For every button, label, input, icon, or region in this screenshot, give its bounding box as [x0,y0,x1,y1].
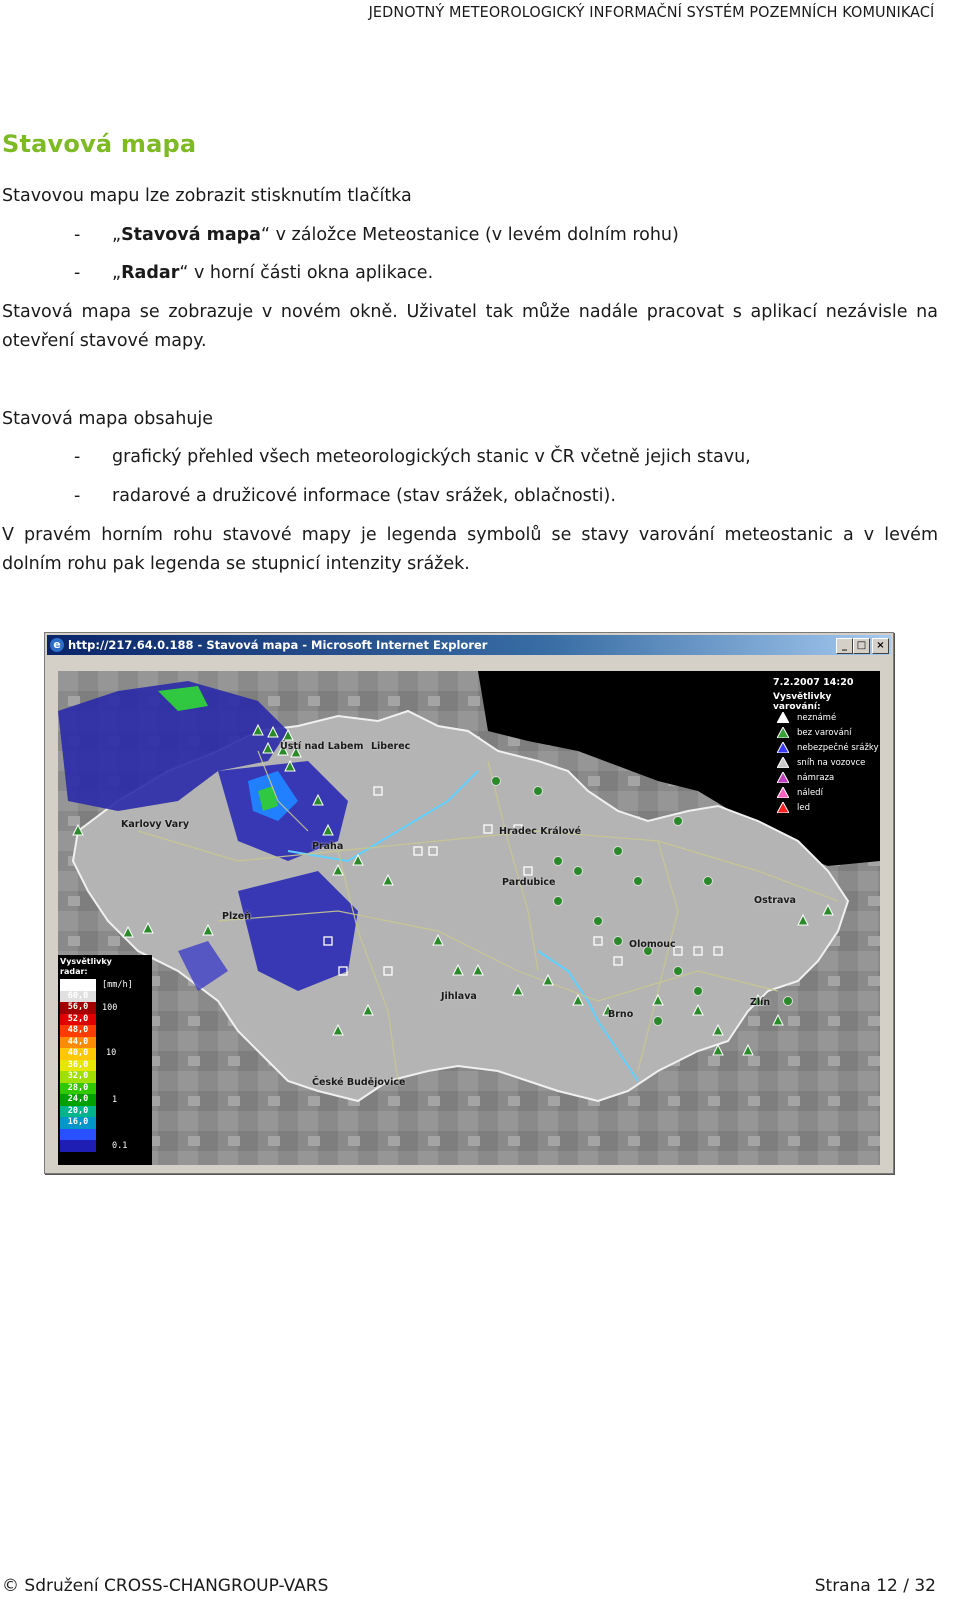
window-titlebar [47,635,891,655]
mm-value: 1 [112,1095,118,1105]
scale-cell: 20,0 [60,1106,96,1118]
screenshot-window [44,632,894,1174]
scale-cell: 60,0 [60,991,96,1003]
city-label: České Budějovice [312,1077,406,1088]
mm-value: 0.1 [112,1141,128,1151]
legend-title: Vysvětlivky varování: [773,692,832,712]
station-marker [704,877,713,886]
close-button[interactable]: × [872,638,889,654]
maximize-button[interactable]: □ [853,638,870,654]
paragraph-window: Stavová mapa se zobrazuje v novém okně. Uživatel tak může nadále pracovat s aplikací nezávisle na otevření stavové mapy. [2,302,938,351]
city-label: Jihlava [441,991,477,1002]
station-marker [492,777,501,786]
city-label: Ostrava [754,895,796,906]
status-map[interactable] [58,671,880,1165]
button-name: Stavová mapa [121,225,261,245]
legend-item-label: nebezpečné srážky [797,743,879,753]
triangle-icon [777,727,789,738]
intro-text: Stavovou mapu lze zobrazit stisknutím tlačítka [2,186,412,206]
city-label: Karlovy Vary [121,819,190,830]
footer-copyright: © Sdružení CROSS-CHANGROUP-VARS [2,1576,329,1596]
scale-cell: 16,0 [60,1117,96,1129]
station-marker [554,897,563,906]
paragraph-legend: V pravém horním rohu stavové mapy je legenda symbolů se stavy varování meteostanic a v levém dolním rohu pak legenda se stupnicí intenzity srážek. [2,525,938,574]
city-label: Olomouc [629,939,676,950]
scale-cell: 32,0 [60,1071,96,1083]
station-marker [534,787,543,796]
station-marker [574,867,583,876]
scale-cell: 52,0 [60,1014,96,1026]
city-label: Zlín [750,997,771,1008]
station-marker [654,1017,663,1026]
legend-item-label: bez varování [797,728,852,738]
section-title: Stavová mapa [2,130,197,158]
city-label: Hradec Králové [499,826,582,837]
triangle-icon [777,712,789,723]
mm-value: 10 [106,1048,117,1058]
scale-cell: 36,0 [60,1060,96,1072]
minimize-button[interactable]: _ [836,638,853,654]
legend-item-label: sníh na vozovce [797,758,866,768]
station-marker [674,817,683,826]
status-legend [765,671,880,821]
scale-cell: 56,0 [60,1002,96,1014]
triangle-icon [777,787,789,798]
city-label: Ústí nad Labem [280,741,364,752]
triangle-icon [777,742,789,753]
triangle-icon [777,802,789,813]
scale-cell: 48,0 [60,1025,96,1037]
scale-cell: 40,0 [60,1048,96,1060]
city-label: Praha [312,841,344,852]
legend-item-label: náledí [797,788,823,798]
legend-item-label: námraza [797,773,835,783]
station-marker [554,857,563,866]
station-marker [594,917,603,926]
city-label: Plzeň [222,911,251,922]
radar-scale [60,979,96,1152]
button-name: Radar [121,263,180,283]
station-marker [614,847,623,856]
legend-item-label: neznámé [797,713,837,723]
page-header: JEDNOTNÝ METEOROLOGICKÝ INFORMAČNÍ SYSTÉM POZEMNÍCH KOMUNIKACÍ [368,3,934,21]
scale-cell [60,1129,96,1141]
triangle-icon [777,772,789,783]
city-label: Brno [608,1009,634,1020]
radar-legend [58,955,152,1165]
mm-value: 100 [102,1003,118,1013]
station-marker [784,997,793,1006]
station-marker [674,967,683,976]
city-label: Pardubice [502,877,556,888]
footer-page-number: Strana 12 / 32 [814,1576,936,1596]
station-marker [694,987,703,996]
unit-mm: [mm/h] [102,980,133,990]
radar-legend-title: Vysvětlivky [60,957,112,966]
scale-cell [60,1140,96,1152]
window-title: http://217.64.0.188 - Stavová mapa - Microsoft Internet Explorer [68,638,488,652]
scale-cell: 44,0 [60,1037,96,1049]
triangle-icon [777,757,789,768]
ie-icon: e [50,638,64,652]
map-canvas [58,671,880,1165]
station-marker [614,937,623,946]
scale-cell: 28,0 [60,1083,96,1095]
station-marker [634,877,643,886]
legend-item-label: led [797,803,810,813]
radar-legend-subtitle: radar: [60,967,88,976]
legend-datetime: 7.2.2007 14:20 [773,677,854,688]
city-label: Liberec [371,741,411,752]
contains-intro: Stavová mapa obsahuje [2,409,214,429]
scale-cell: 24,0 [60,1094,96,1106]
